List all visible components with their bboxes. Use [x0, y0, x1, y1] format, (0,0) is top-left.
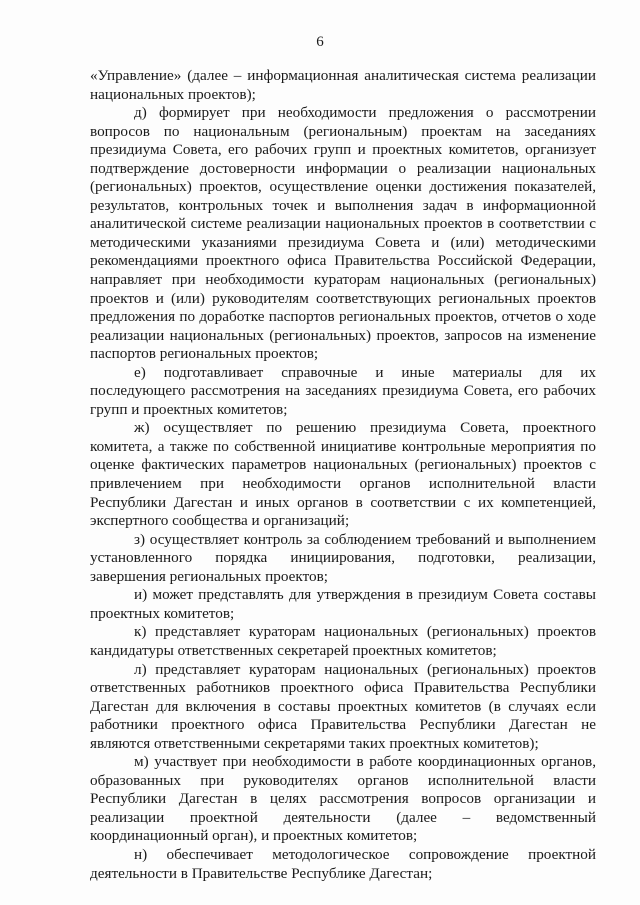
paragraph-item-z: з) осуществляет контроль за соблюдением требований и выполнением установленного порядка инициирования, подготовки, реализации, завершения региональных проектов;: [90, 530, 596, 585]
paragraph-item-m: м) участвует при необходимости в работе координационных органов, образованных при руководителях органов исполнительной власти Республики Дагестан в целях рассмотрения вопросов организации и реализации проектной деятельности (далее – ведомственный координационный орган), и проектных комитетов;: [90, 753, 596, 845]
paragraph-item-d: д) формирует при необходимости предложения о рассмотрении вопросов по национальным (региональным) проектам на заседаниях президиума Совета, его рабочих групп и проектных комитетов, организует подтверждение достоверности информации о реализации национальных (региональных) проектов, осуществление оценки достижения показателей, результатов, контрольных точек и выполнения задач в информационной аналитической системе реализации национальных проектов в соответствии с методическими указаниями президиума Совета и (или) методическими рекомендациями проектного офиса Правительства Российской Федерации, направляет при необходимости кураторам национальных (региональных) проектов и (или) руководителям соответствующих региональных проектов предложения по доработке паспортов региональных проектов, отчетов о ходе реализации национальных (региональных) проектов, запросов на изменение паспортов региональных проектов;: [90, 104, 596, 363]
document-body: [90, 67, 596, 883]
paragraph-item-e: е) подготавливает справочные и иные материалы для их последующего рассмотрения на заседаниях президиума Совета, его рабочих групп и проектных комитетов;: [90, 363, 596, 418]
paragraph-item-zh: ж) осуществляет по решению президиума Совета, проектного комитета, а также по собственной инициативе контрольные мероприятия по оценке фактических параметров национальных (региональных) проектов с привлечением при необходимости органов исполнительной власти Республики Дагестан и иных органов в соответствии с их компетенцией, экспертного сообщества и организаций;: [90, 419, 596, 530]
paragraph-continuation: «Управление» (далее – информационная аналитическая система реализации национальных проектов);: [90, 67, 596, 103]
page-number: 6: [316, 34, 324, 50]
paragraph-item-i: и) может представлять для утверждения в президиум Совета составы проектных комитетов;: [90, 586, 596, 622]
paragraph-item-l: л) представляет кураторам национальных (региональных) проектов ответственных работников проектного офиса Правительства Республики Дагестан для включения в составы проектных комитетов (в случаях если работники проектного офиса Правительства Республики Дагестан не являются ответственными секретарями таких проектных комитетов);: [90, 660, 596, 752]
paragraph-item-n: н) обеспечивает методологическое сопровождение проектной деятельности в Правительстве Республике Дагестан;: [90, 845, 596, 882]
paragraph-item-k: к) представляет кураторам национальных (региональных) проектов кандидатуры ответственных секретарей проектных комитетов;: [90, 623, 596, 659]
